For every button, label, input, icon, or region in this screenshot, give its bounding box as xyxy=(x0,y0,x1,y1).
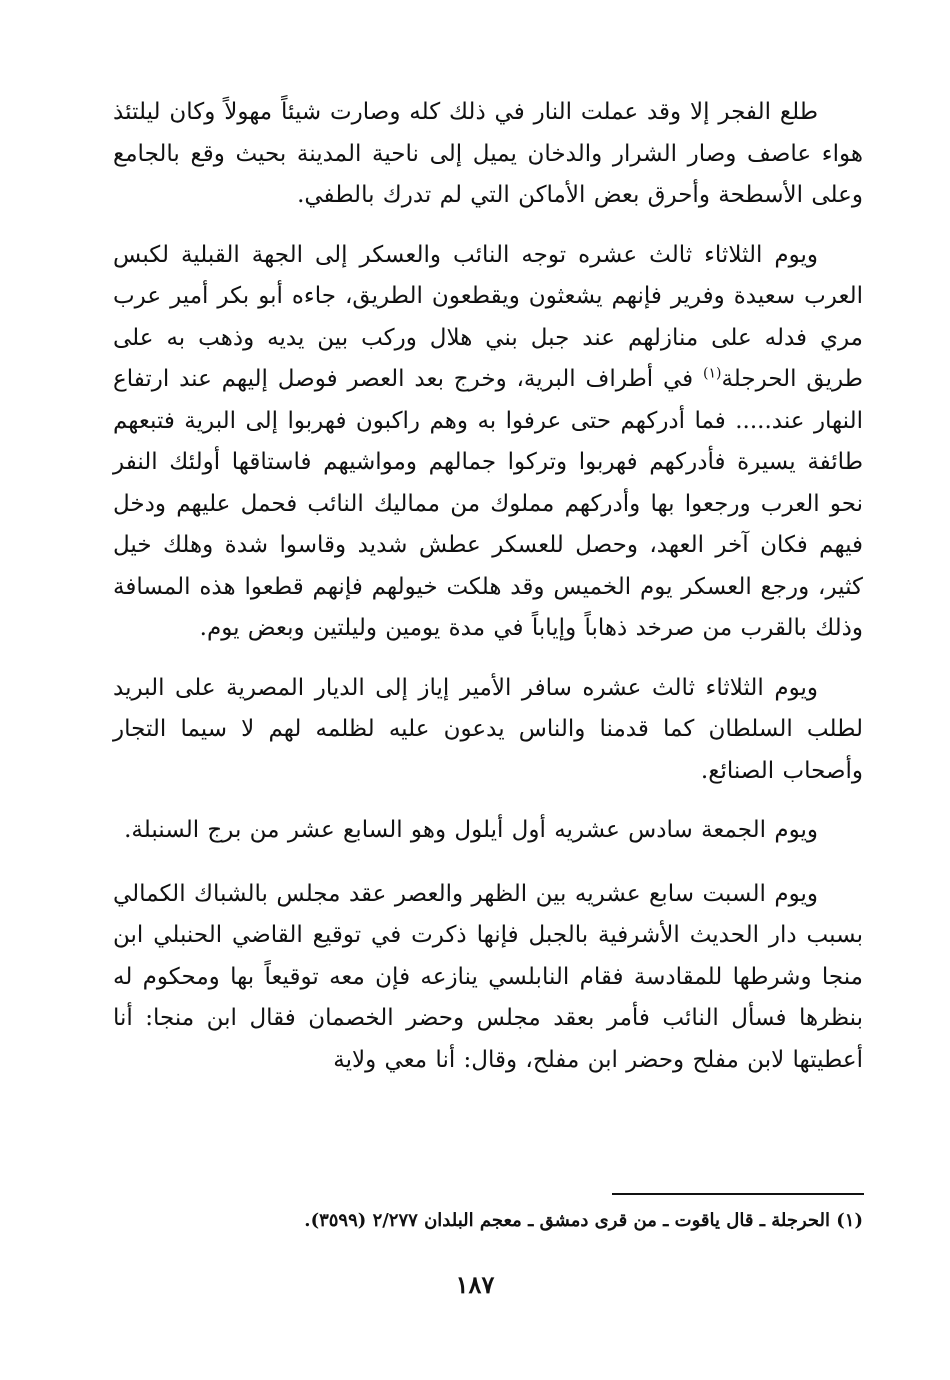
paragraph-2-part-1: ويوم الثلاثاء ثالث عشره توجه النائب والعسكر إلى الجهة القبلية لكبس العرب سعيدة وفرير فإنهم يشعثون ويقطعون الطريق، جاءه أبو بكر أمير عرب مري فدله على منازلهم عند جبل بني هلال وركب بين يديه وذهب به على طريق الحرجلة xyxy=(113,241,863,392)
paragraph-5: ويوم السبت سابع عشريه بين الظهر والعصر عقد مجلس بالشباك الكمالي بسبب دار الحديث الأشرفية بالجبل فإنها ذكرت في توقيع القاضي الحنبلي ابن منجا وشرطها للمقادسة فقام النابلسي ينازعه فإن معه توقيعاً بها ومحكوم له بنظرها فسأل النائب فأمر بعقد مجلس وحضر الخصمان فقال ابن منجا: أنا أعطيتها لابن مفلح وحضر ابن مفلح، وقال: أنا معي ولاية xyxy=(113,880,863,1073)
paragraph-2 xyxy=(113,235,863,650)
paragraph-1: طلع الفجر إلا وقد عملت النار في ذلك كله وصارت شيئاً مهولاً وكان ليلتئذ هواء عاصف وصار الشرار والدخان يميل إلى ناحية المدينة بحيث وقع بالجامع وعلى الأسطحة وأحرق بعض الأماكن التي لم تدرك بالطفي. xyxy=(113,99,863,208)
paragraph-2-part-2: في أطراف البرية، وخرج بعد العصر فوصل إليهم عند ارتفاع النهار عند..... فما أدركهم حتى عرفوا به وهم راكبون فهربوا إلى البرية فتبعهم طائفة يسيرة فأدركهم فهربوا وتركوا جمالهم ومواشيهم فاستاقها أولئك النفر نحو العرب ورجعوا بها وأدركهم مملوك من مماليك النائب فحمل عليهم ودخل فيهم فكان آخر العهد، وحصل للعسكر عطش شديد وقاسوا شدة وهلك خيل كثير، ورجع العسكر يوم الخميس وقد هلكت خيولهم فإنهم قطعوا هذه المسافة وذلك بالقرب من صرخد ذهاباً وإياباً في مدة يومين وليلتين وبعض يوم. xyxy=(113,366,863,641)
page-number: ١٨٧ xyxy=(455,1270,495,1299)
paragraph-3: ويوم الثلاثاء ثالث عشره سافر الأمير إياز إلى الديار المصرية على البريد لطلب السلطان كما قدمنا والناس يدعون عليه لظلمه لهم لا سيما التجار وأصحاب الصنائع. xyxy=(113,674,863,784)
paragraph-4: ويوم الجمعة سادس عشريه أول أيلول وهو السابع عشر من برج السنبلة. xyxy=(124,817,818,843)
footnote-reference[interactable]: (١) xyxy=(703,365,722,382)
footnote-separator xyxy=(612,1193,864,1195)
main-text xyxy=(113,92,863,1099)
footnote: (١) الحرجلة ـ قال ياقوت ـ من قرى دمشق ـ معجم البلدان ٢/٢٧٧ (٣٥٩٩). xyxy=(304,1210,863,1231)
